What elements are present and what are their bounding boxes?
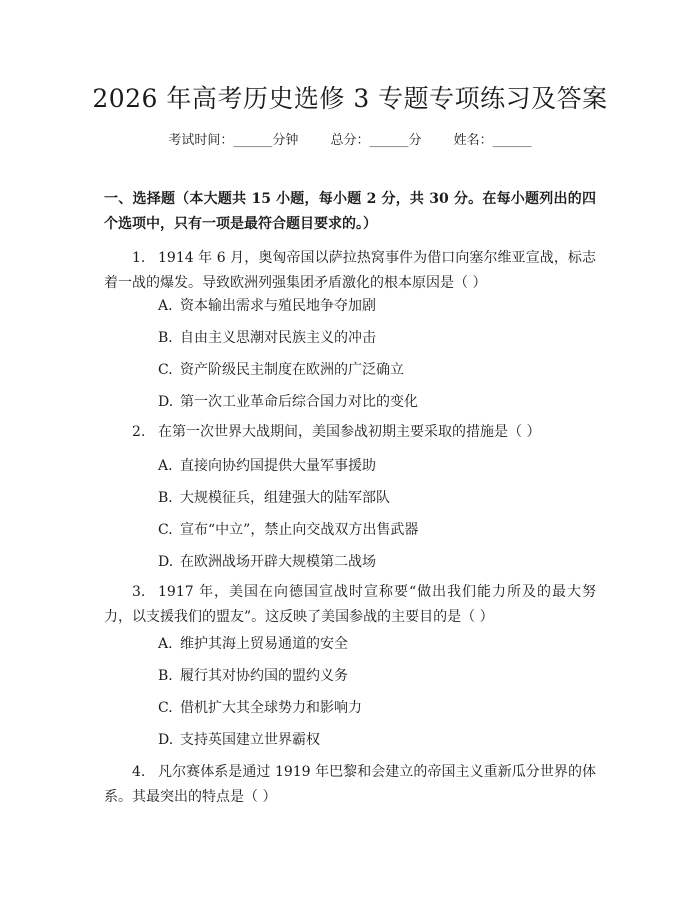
question-text: 1914 年 6 月，奥匈帝国以萨拉热窝事件为借口向塞尔维亚宣战，标志着一战的爆发。导致欧洲列强集团矛盾激化的根本原因是（ ）	[104, 250, 596, 291]
option-letter: C.	[158, 522, 173, 538]
option-1b	[158, 328, 598, 348]
option-text: 宣布“中立”，禁止向交战双方出售武器	[180, 522, 419, 538]
option-2a	[158, 456, 598, 476]
option-text: 资本输出需求与殖民地争夺加剧	[180, 298, 376, 314]
option-3b	[158, 666, 598, 686]
option-text: 维护其海上贸易通道的安全	[180, 636, 348, 652]
question-number: 1.	[132, 250, 146, 266]
exam-score-field: 总分：______分	[330, 133, 422, 148]
option-letter: D.	[158, 394, 174, 410]
question-1	[104, 246, 596, 296]
option-3c	[158, 698, 598, 718]
option-text: 直接向协约国提供大量军事援助	[180, 458, 376, 474]
option-letter: A.	[158, 458, 173, 474]
question-2	[104, 420, 596, 445]
option-1a	[158, 296, 598, 316]
question-number: 3.	[132, 584, 146, 600]
exam-name-field: 姓名：______	[453, 133, 532, 148]
option-text: 借机扩大其全球势力和影响力	[180, 700, 362, 716]
option-2c	[158, 520, 598, 540]
question-number: 2.	[132, 424, 146, 440]
option-text: 支持英国建立世界霸权	[180, 732, 320, 748]
question-text: 1917 年，美国在向德国宣战时宣称要“做出我们能力所及的最大努力，以支援我们的盟友”。这反映了美国参战的主要目的是（ ）	[104, 584, 596, 625]
option-text: 在欧洲战场开辟大规模第二战场	[180, 554, 376, 570]
exam-meta	[0, 131, 700, 151]
option-2b	[158, 488, 598, 508]
option-letter: D.	[158, 732, 174, 748]
question-4	[104, 760, 596, 810]
exam-time-field: 考试时间：______分钟	[168, 133, 299, 148]
option-letter: B.	[158, 330, 173, 346]
option-3a	[158, 634, 598, 654]
option-text: 自由主义思潮对民族主义的冲击	[180, 330, 376, 346]
option-letter: B.	[158, 490, 173, 506]
option-2d	[158, 552, 598, 572]
option-1c	[158, 360, 598, 380]
question-number: 4.	[132, 764, 146, 780]
option-1d	[158, 392, 598, 412]
option-letter: A.	[158, 298, 173, 314]
question-text: 在第一次世界大战期间，美国参战初期主要采取的措施是（ ）	[158, 424, 541, 440]
question-3	[104, 580, 596, 630]
option-letter: D.	[158, 554, 174, 570]
section-heading: 一、选择题（本大题共 15 小题，每小题 2 分，共 30 分。在每小题列出的四个选项中，只有一项是最符合题目要求的。）	[104, 191, 596, 232]
option-letter: C.	[158, 362, 173, 378]
option-text: 资产阶级民主制度在欧洲的广泛确立	[180, 362, 404, 378]
option-text: 第一次工业革命后综合国力对比的变化	[180, 394, 418, 410]
option-letter: B.	[158, 668, 173, 684]
option-text: 大规模征兵，组建强大的陆军部队	[180, 490, 390, 506]
question-text: 凡尔赛体系是通过 1919 年巴黎和会建立的帝国主义重新瓜分世界的体系。其最突出的特点是（ ）	[104, 764, 596, 805]
option-3d	[158, 730, 598, 750]
option-letter: A.	[158, 636, 173, 652]
option-text: 履行其对协约国的盟约义务	[180, 668, 348, 684]
page-title: 2026 年高考历史选修 3 专题专项练习及答案	[92, 84, 608, 113]
option-letter: C.	[158, 700, 173, 716]
